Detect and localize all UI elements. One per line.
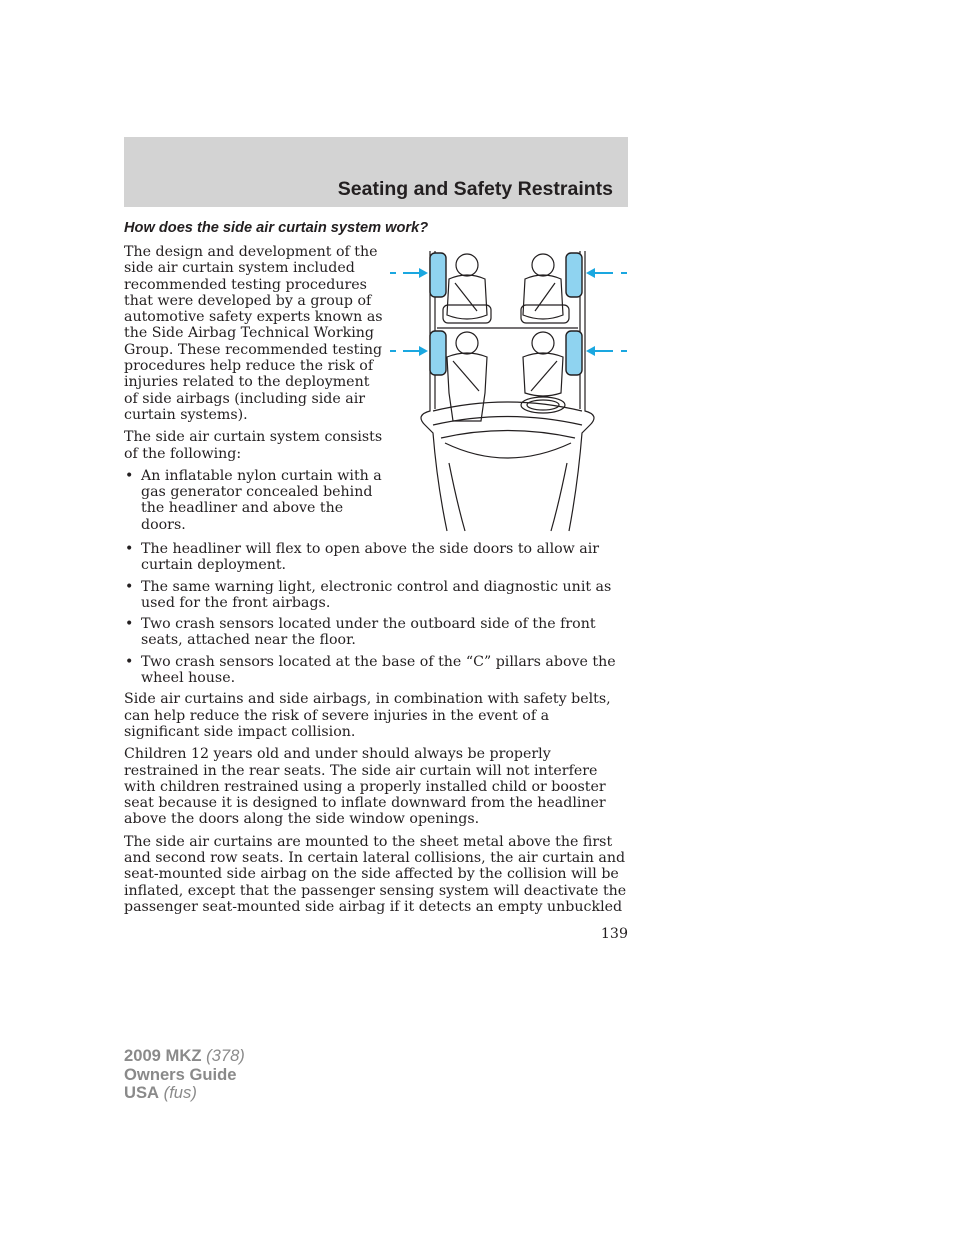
left-column	[124, 244, 384, 538]
document-footer	[124, 1047, 245, 1103]
footer-guide: Owners Guide	[124, 1064, 237, 1084]
component-list	[124, 468, 384, 533]
footer-line-guide	[124, 1066, 245, 1085]
car-top-view-illustration	[385, 243, 631, 533]
body-paragraph: Side air curtains and side airbags, in combination with safety belts, can help reduce the risk of severe injuries in the event of a significant side impact collision.	[124, 691, 611, 740]
header-band	[124, 137, 628, 207]
list-item: • Two crash sensors located at the base of the “C” pillars above the wheel house.	[124, 654, 628, 687]
list-item: • Two crash sensors located under the outboard side of the front seats, attached near the floor.	[124, 616, 628, 649]
list-item: • The same warning light, electronic control and diagnostic unit as used for the front airbags.	[124, 579, 628, 612]
footer-market: USA	[124, 1083, 160, 1102]
body-paragraph: Children 12 years old and under should always be properly restrained in the rear seats. The side air curtain will not interfere with children restrained using a properly installed child or booster seat because it is designed to inflate downward from the headliner above the doors along the side window openings.	[124, 746, 606, 828]
intro-paragraph: The side air curtain system consists of the following:	[124, 429, 383, 462]
footer-line-model	[124, 1047, 245, 1066]
body-paragraph: The side air curtains are mounted to the sheet metal above the first and second row seats. In certain lateral collisions, the air curtain and seat-mounted side airbag on the side affected by the collision will be inflated, except that the passenger sensing system will deactivate the passenger seat-mounted side airbag if it detects an empty unbuckled	[124, 833, 627, 915]
footer-model: 2009 MKZ	[124, 1046, 202, 1065]
main-column	[124, 541, 628, 921]
list-item: • An inflatable nylon curtain with a gas generator concealed behind the headliner and above the doors.	[124, 468, 384, 533]
page-title: Seating and Safety Restraints	[337, 178, 613, 200]
page-number: 139	[600, 926, 628, 942]
list-item: • The headliner will flex to open above the side doors to allow air curtain deployment.	[124, 541, 628, 574]
footer-model-code: (378)	[206, 1046, 245, 1065]
component-list-continued	[124, 541, 628, 686]
section-heading: How does the side air curtain system work?	[124, 220, 429, 236]
intro-paragraph: The design and development of the side air curtain system included recommended testing procedures that were developed by a group of automotive safety experts known as the Side Airbag Technical Working Group. These recommended testing procedures help reduce the risk of injuries related to the deployment of side airbags (including side air curtain systems).	[124, 244, 383, 423]
footer-market-code: (fus)	[163, 1083, 197, 1102]
footer-line-market	[124, 1084, 245, 1103]
